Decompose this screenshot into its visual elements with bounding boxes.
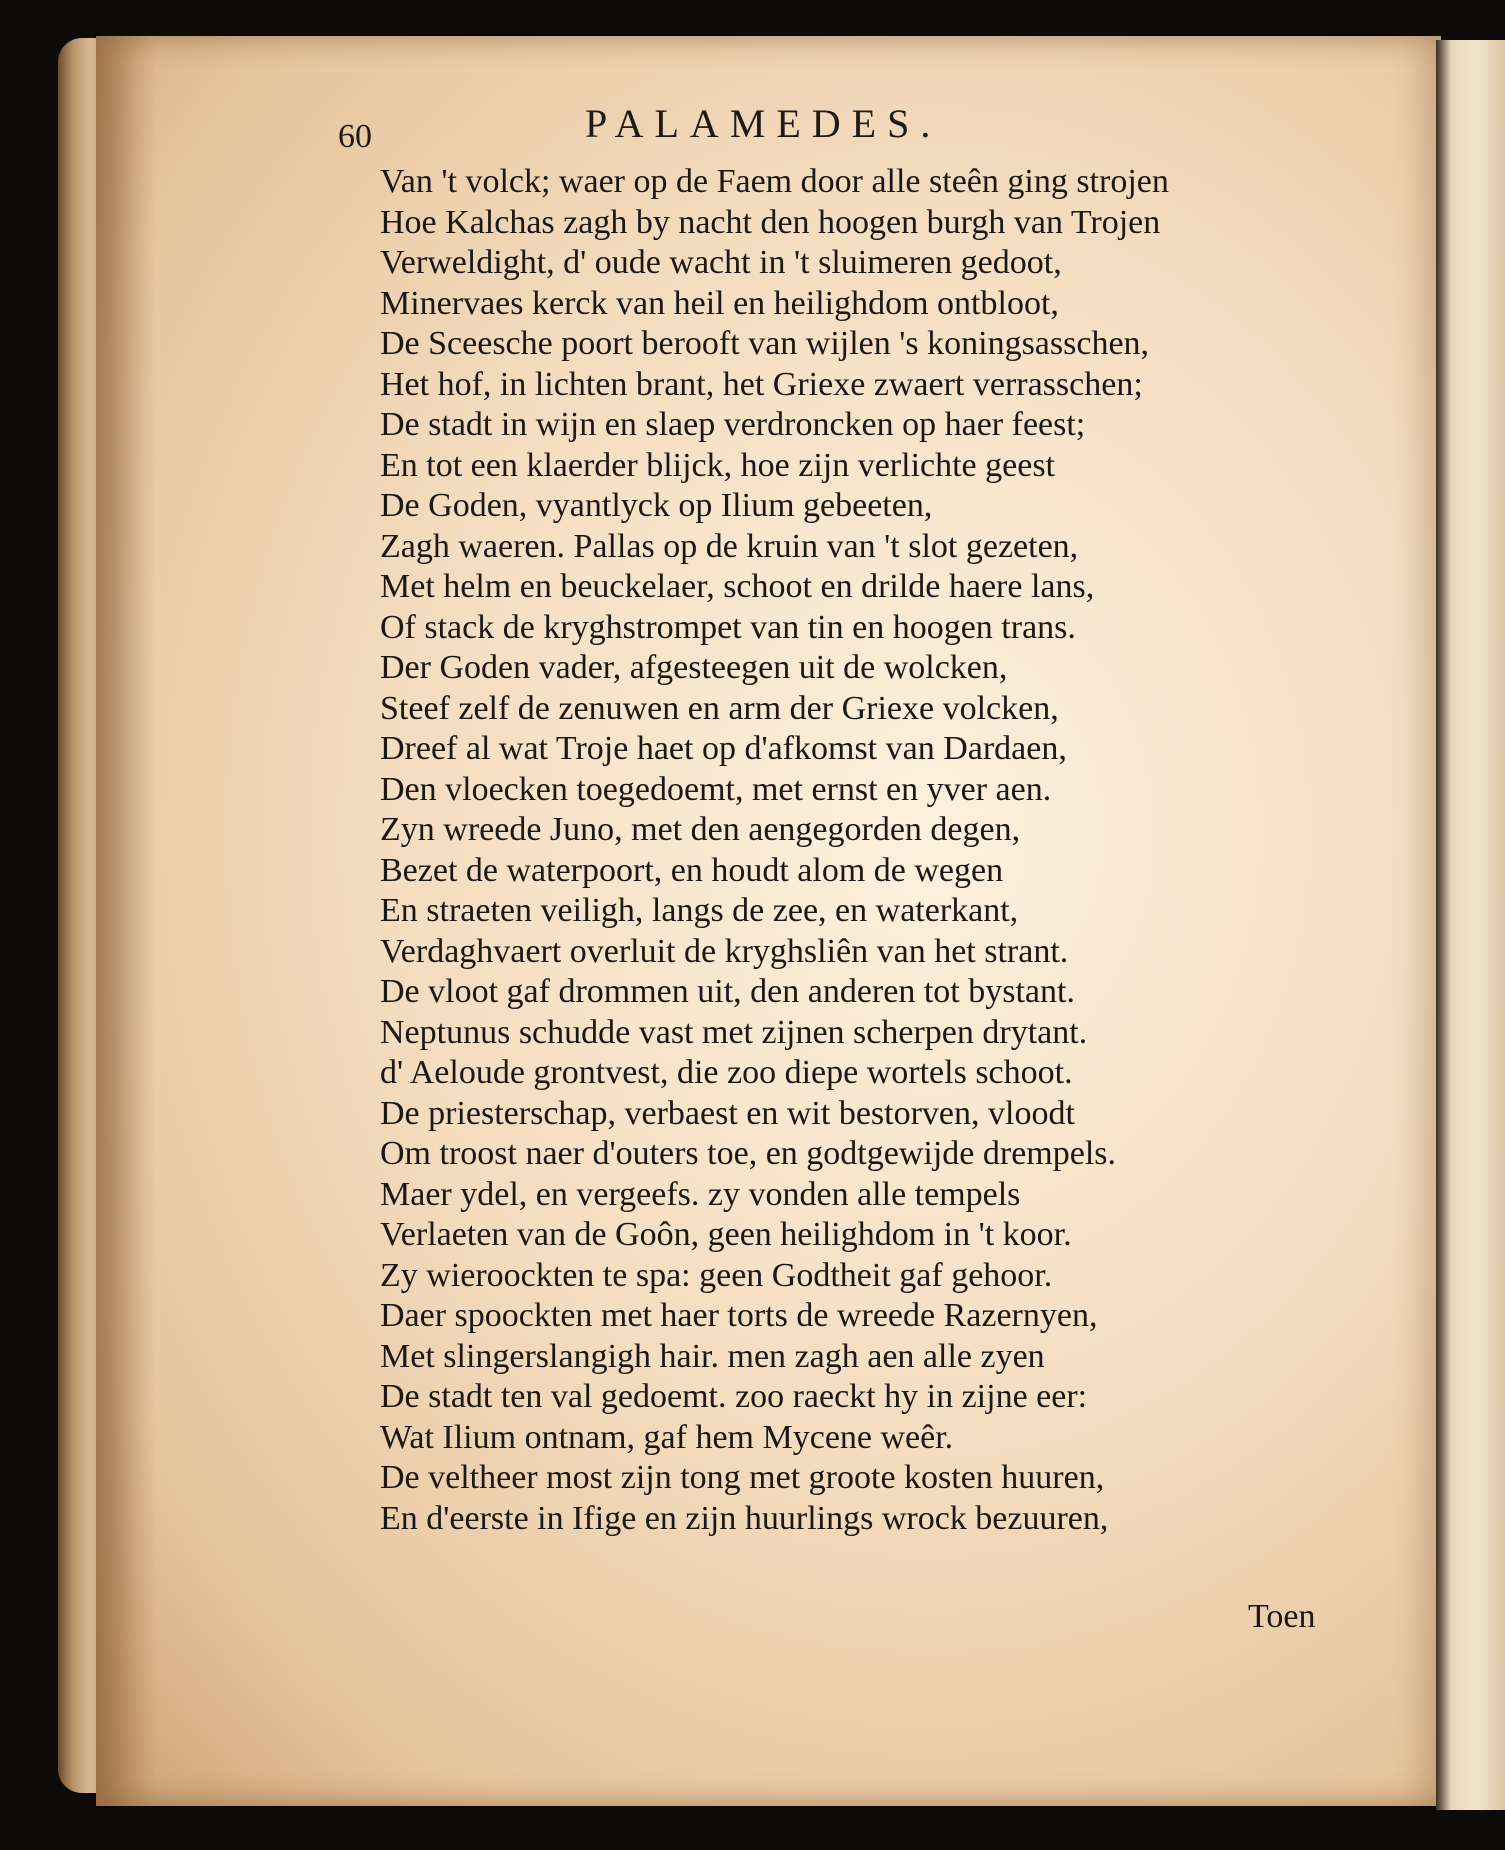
verse-line: Het hof, in lichten brant, het Griexe zwaert verrasschen; xyxy=(380,365,1143,403)
gutter-shadow xyxy=(96,36,156,1806)
verse-line: Van 't volck; waer op de Faem door alle steên ging strojen xyxy=(380,163,1169,200)
verse-line: Verlaeten van de Goôn, geen heilighdom in 't koor. xyxy=(380,1216,1072,1253)
verse-line: Zagh waeren. Pallas op de kruin van 't slot gezeten, xyxy=(380,527,1079,565)
verse-line: De stadt ten val gedoemt. zoo raeckt hy in zijne eer: xyxy=(380,1378,1088,1415)
verse-line: Dreef al wat Troje haet op d'afkomst van Dardaen, xyxy=(380,730,1067,767)
verse-line: Den vloecken toegedoemt, met ernst en yver aen. xyxy=(380,770,1052,808)
verse-block xyxy=(380,162,1340,1539)
page-number: 60 xyxy=(338,118,372,155)
verse-line: De Sceesche poort berooft van wijlen 's koningsasschen, xyxy=(380,325,1150,362)
verse-line: Daer spoockten met haer torts de wreede Razernyen, xyxy=(380,1297,1098,1334)
catchword: Toen xyxy=(1248,1598,1316,1635)
running-head: PALAMEDES. xyxy=(585,101,942,146)
verse-line: Der Goden vader, afgesteegen uit de wolcken, xyxy=(380,649,1008,686)
verse-line: Minervaes kerck van heil en heilighdom ontbloot, xyxy=(380,284,1059,322)
verse-line: Wat Ilium ontnam, gaf hem Mycene weêr. xyxy=(380,1418,954,1456)
facing-page-edge xyxy=(1436,40,1505,1810)
verse-line: En tot een klaerder blijck, hoe zijn verlichte geest xyxy=(380,446,1056,484)
verse-line: De Goden, vyantlyck op Ilium gebeeten, xyxy=(380,487,933,524)
verse-line: Verdaghvaert overluit de kryghsliên van het strant. xyxy=(380,932,1069,970)
verse-line: De vloot gaf drommen uit, den anderen tot bystant. xyxy=(380,973,1075,1010)
verse-line: De veltheer most zijn tong met groote kosten huuren, xyxy=(380,1459,1105,1496)
verse-line: Zyn wreede Juno, met den aengegorden degen, xyxy=(380,811,1021,848)
verse-line: Met helm en beuckelaer, schoot en drilde haere lans, xyxy=(380,568,1095,605)
verse-line: En straeten veiligh, langs de zee, en waterkant, xyxy=(380,892,1019,929)
verse-line: Zy wieroockten te spa: geen Godtheit gaf gehoor. xyxy=(380,1256,1053,1294)
verse-line: Of stack de kryghstrompet van tin en hoogen trans. xyxy=(380,608,1076,646)
verse-line: Hoe Kalchas zagh by nacht den hoogen burgh van Trojen xyxy=(380,203,1161,241)
verse-line: En d'eerste in Ifige en zijn huurlings wrock bezuuren, xyxy=(380,1499,1109,1537)
verse-line: d' Aeloude grontvest, die zoo diepe wortels schoot. xyxy=(380,1054,1073,1091)
verse-line: Verweldight, d' oude wacht in 't sluimeren gedoot, xyxy=(380,244,1062,281)
verse-line: Bezet de waterpoort, en houdt alom de wegen xyxy=(380,851,1004,889)
verse-line: Om troost naer d'outers toe, en godtgewijde drempels. xyxy=(380,1135,1116,1172)
verse-line: De stadt in wijn en slaep verdroncken op haer feest; xyxy=(380,406,1086,443)
verse-line: Neptunus schudde vast met zijnen scherpen drytant. xyxy=(380,1013,1088,1051)
verse-line: Met slingerslangigh hair. men zagh aen alle zyen xyxy=(380,1337,1045,1375)
verse-line: De priesterschap, verbaest en wit bestorven, vloodt xyxy=(380,1094,1075,1132)
verse-line: Maer ydel, en vergeefs. zy vonden alle tempels xyxy=(380,1175,1021,1213)
verse-line: Steef zelf de zenuwen en arm der Griexe volcken, xyxy=(380,689,1059,727)
